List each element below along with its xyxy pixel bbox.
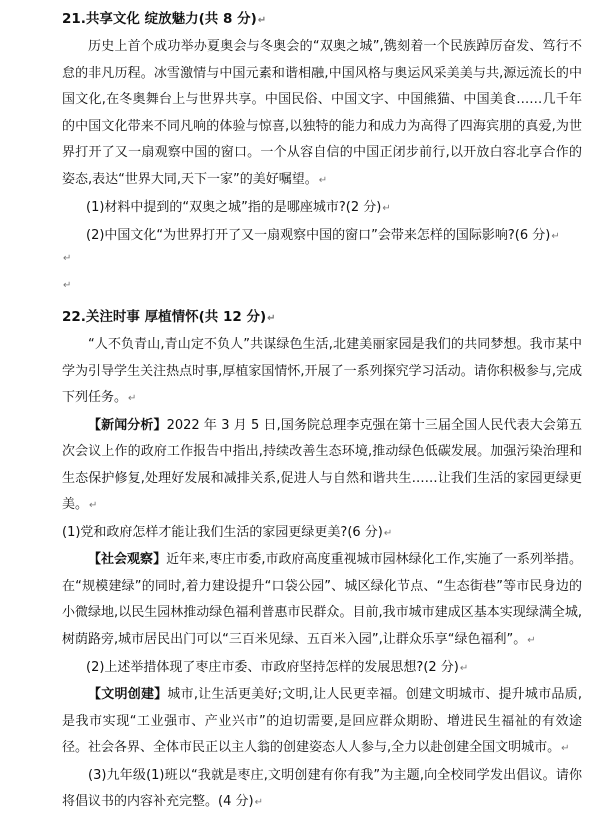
civilization-creation-paragraph: 【文明创建】城市,让生活更美好;文明,让人民更幸福。创建文明城市、提升城市品质,是我市实现“工业强市、产业兴市”的迫切需要,是回应群众期盼、增进民生福祉的有效途径。社会各界、全体市民正以主人翁的创建姿态人人参与,全力以赴创建全国文明城市。↵ bbox=[62, 687, 582, 755]
social-observation-paragraph: 【社会观察】近年来,枣庄市委,市政府高度重视城市园林绿化工作,实施了一系列举措。在“规模建绿”的同时,着力建设提升“口袋公园”、城区绿化节点、“生态街巷”等市民身边的小微绿地,以民生园林推动绿色福利普惠市民群众。目前,我市城市建成区基本实现绿满全城,树荫路旁,城市居民出门可以“三百米见绿、五百米入园”,让群众乐享“绿色福利”。↵ bbox=[62, 552, 582, 647]
empty-line bbox=[62, 277, 582, 304]
return-mark-icon: ↵ bbox=[318, 174, 328, 186]
return-mark-icon: ↵ bbox=[459, 663, 469, 674]
return-mark-icon: ↵ bbox=[254, 797, 263, 808]
section-21-question-1: (1)材料中提到的“双奥之城”指的是哪座城市?(2 分)↵ bbox=[86, 200, 391, 215]
section-22-question-1: (1)党和政府怎样才能让我们生活的家园更绿更美?(6 分)↵ bbox=[62, 524, 393, 540]
return-mark-icon: ↵ bbox=[382, 203, 391, 214]
return-mark-icon: ↵ bbox=[561, 743, 570, 754]
return-mark-icon: ↵ bbox=[128, 393, 137, 404]
section-22-question-3: (3)九年级(1)班以“我就是枣庄,文明创建有你有我”为主题,向全校同学发出倡议。请你将倡议书的内容补充完整。(4 分)↵ bbox=[62, 767, 582, 809]
section-22-intro: “人不负青山,青山定不负人”共谋绿色生活,北建美丽家园是我们的共同梦想。我市某中学为引导学生关注热点时事,厚植家国情怀,开展了一系列探究学习活动。请你积极参与,完成下列任务。↵ bbox=[62, 337, 582, 405]
social-observation-tag: 【社会观察】 bbox=[88, 552, 167, 567]
section-21-paragraph: 历史上首个成功举办夏奥会与冬奥会的“双奥之城”,镌刻着一个民族踔厉奋发、笃行不怠的非凡历程。冰雪激情与中国元素和谐相融,中国风格与奥运风采美美与共,源远流长的中国文化,在冬奥舞台上与世界共享。中国民俗、中国文字、中国熊猫、中国美食……几千年的中国文化带来不同凡响的体验与惊喜,以独特的能力和成力为高得了四海宾朋的真爱,为世界打开了又一扇观察中国的窗口。一个从容自信的中国正闭步前行,以开放白容北享合作的姿态,表达“世界大同,天下一家”的美好嘱望。↵ bbox=[62, 39, 582, 187]
news-analysis-paragraph: 【新闻分析】2022 年 3 月 5 日,国务院总理李克强在第十三届全国人民代表大会第五次会议上作的政府工作报告中指出,持续改善生态环境,推动绿色低碳发展。加强污染治理和生态保护修复,处理好发展和减排关系,促进人与自然和谐共生……让我们生活的家园更绿更美。↵ bbox=[62, 417, 582, 512]
civilization-creation-tag: 【文明创建】 bbox=[88, 687, 168, 702]
return-mark-icon: ↵ bbox=[257, 15, 267, 26]
section-21-question-2: (2)中国文化“为世界打开了又一扇观察中国的窗口”会带来怎样的国际影响?(6 分)↵ bbox=[86, 228, 560, 243]
news-analysis-tag: 【新闻分析】 bbox=[88, 417, 167, 433]
return-mark-icon: ↵ bbox=[267, 313, 276, 324]
return-mark-icon: ↵ bbox=[63, 280, 72, 291]
return-mark-icon: ↵ bbox=[383, 527, 393, 539]
section-22-title: 22.关注时事 厚植情怀(共 12 分)↵ bbox=[62, 309, 276, 325]
return-mark-icon: ↵ bbox=[63, 253, 72, 264]
return-mark-icon: ↵ bbox=[527, 634, 536, 646]
section-21-title: 21.共享文化 绽放魅力(共 8 分)↵ bbox=[62, 11, 267, 27]
empty-line bbox=[62, 250, 582, 277]
return-mark-icon: ↵ bbox=[551, 231, 560, 242]
section-22-question-2: (2)上述举措体现了枣庄市委、市政府坚持怎样的发展思想?(2 分)↵ bbox=[86, 660, 469, 675]
return-mark-icon: ↵ bbox=[89, 500, 98, 511]
